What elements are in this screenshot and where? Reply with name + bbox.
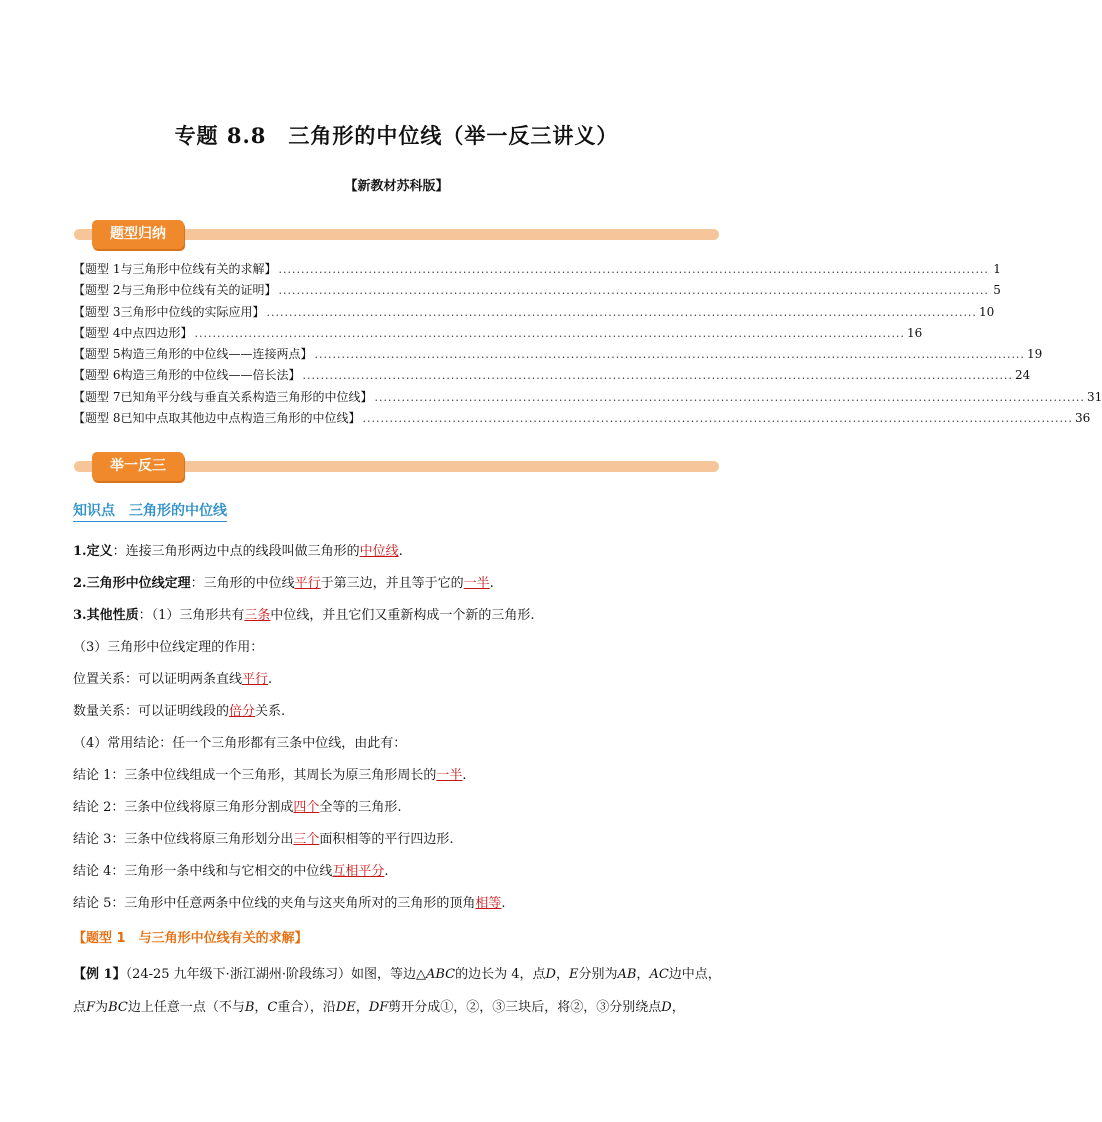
toc-item[interactable]: 【题型 4 中点四边形】 .............................................................................................................................................................. 16 <box>73 325 923 340</box>
toc-item[interactable]: 【题型 3 三角形中位线的实际应用】 .............................................................................................................................................................. 10 <box>73 304 995 319</box>
definition-line: 1.定义：连接三角形两边中点的线段叫做三角形的中位线. <box>73 544 403 559</box>
toc-item[interactable]: 【题型 7 已知角平分线与垂直关系构造三角形的中位线】 .............................................................................................................................................................. 31 <box>73 389 1102 404</box>
conclusion-line: 结论 2：三条中位线将原三角形分割成四个全等的三角形. <box>73 800 402 815</box>
edition-subtitle: 【新教材苏科版】 <box>344 179 449 194</box>
table-of-contents <box>73 259 1102 429</box>
banner-tag: 题型归纳 <box>92 220 184 249</box>
position-relation-line: 位置关系：可以证明两条直线平行. <box>73 672 273 687</box>
common-conclusions-line: （4）常用结论：任一个三角形都有三条中位线，由此有： <box>73 736 407 751</box>
type1-heading: 【题型 1 与三角形中位线有关的求解】 <box>73 931 308 946</box>
toc-item[interactable]: 【题型 2 与三角形中位线有关的证明】 .............................................................................................................................................................. 5 <box>73 283 1001 298</box>
section-banner-types <box>74 220 719 252</box>
conclusion-line: 结论 4：三角形一条中线和与它相交的中位线互相平分. <box>73 864 389 879</box>
quantity-relation-line: 数量关系：可以证明线段的倍分关系. <box>73 704 286 719</box>
conclusion-line: 结论 5：三角形中任意两条中位线的夹角与这夹角所对的三角形的顶角相等. <box>73 896 506 911</box>
properties-line: 3.其他性质：（1）三角形共有三条中位线，并且它们又重新构成一个新的三角形. <box>73 608 535 623</box>
page-title: 专题 8.8 三角形的中位线（举一反三讲义） <box>174 123 619 148</box>
theorem-use-line: （3）三角形中位线定理的作用： <box>73 640 264 655</box>
conclusion-line: 结论 1：三条中位线组成一个三角形，其周长为原三角形周长的一半. <box>73 768 467 783</box>
toc-item[interactable]: 【题型 6 构造三角形的中位线——倍长法】 .............................................................................................................................................................. 24 <box>73 368 1031 383</box>
toc-item[interactable]: 【题型 5 构造三角形的中位线——连接两点】 .............................................................................................................................................................. 19 <box>73 347 1043 362</box>
banner-tag: 举一反三 <box>92 452 184 481</box>
example-line: 【例 1】（24-25 九年级下·浙江湖州·阶段练习）如图，等边△ABC的边长为 4，点D，E分别为AB，AC边中点， <box>73 967 721 982</box>
theorem-line: 2.三角形中位线定理：三角形的中位线平行于第三边，并且等于它的一半. <box>73 576 494 591</box>
knowledge-point-heading: 知识点 三角形的中位线 <box>73 500 227 522</box>
toc-item[interactable]: 【题型 8 已知中点取其他边中点构造三角形的中位线】 .............................................................................................................................................................. 36 <box>73 411 1091 426</box>
section-banner-examples <box>74 452 719 484</box>
example-line: 点F为BC边上任意一点（不与B，C重合），沿DE，DF剪开分成①，②，③三块后，将②，③分别绕点D， <box>73 1000 685 1015</box>
toc-item[interactable]: 【题型 1 与三角形中位线有关的求解】 .............................................................................................................................................................. 1 <box>73 262 1001 276</box>
conclusion-line: 结论 3：三条中位线将原三角形划分出三个面积相等的平行四边形. <box>73 832 454 847</box>
